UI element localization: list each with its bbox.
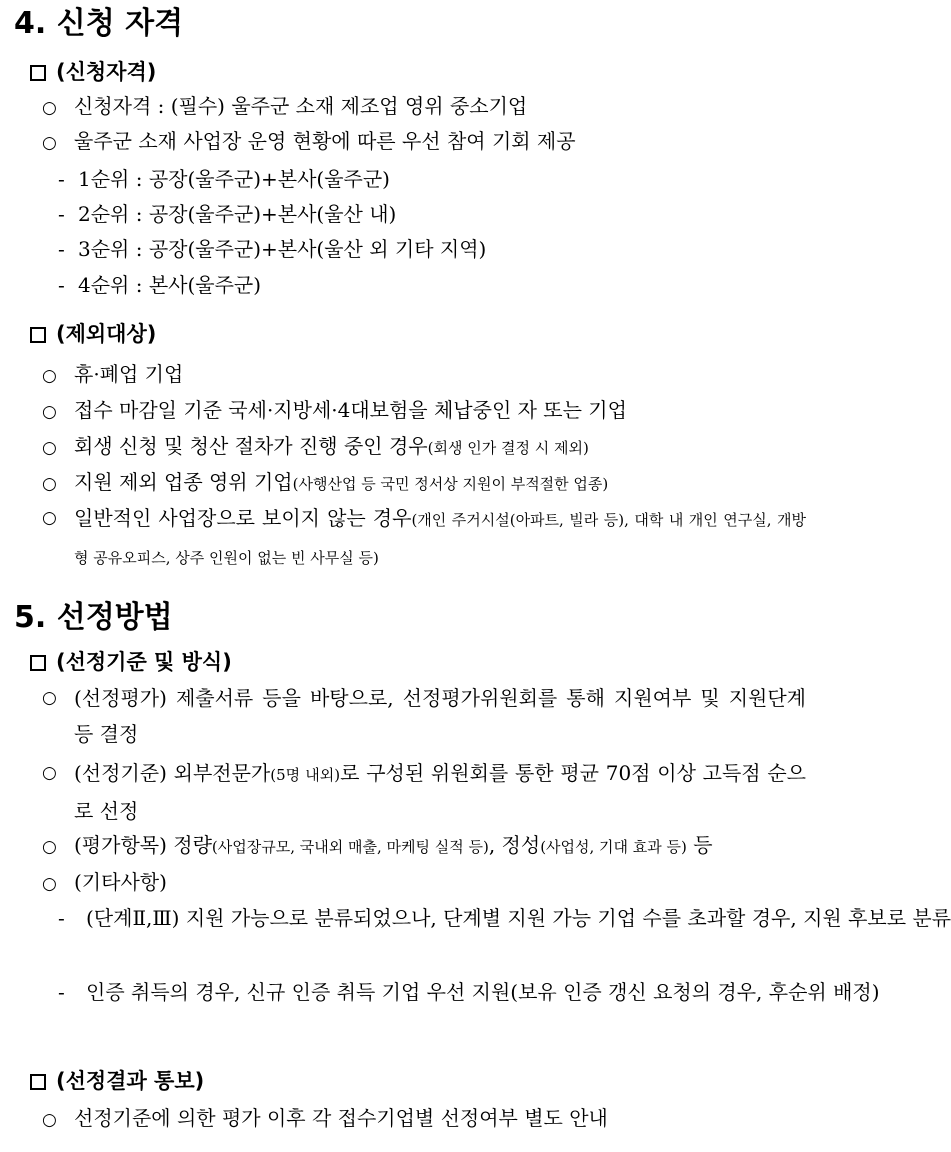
circle-bullet-icon: ○ — [42, 438, 57, 458]
list-item — [42, 1100, 806, 1138]
list-item — [42, 428, 806, 466]
dash-bullet-icon: - — [58, 237, 65, 261]
list-item-text: 울주군 소재 사업장 운영 현황에 따른 우선 참여 기회 제공 — [74, 129, 576, 153]
list-item — [42, 755, 806, 829]
circle-bullet-icon: ○ — [42, 366, 57, 386]
list-item-text: 로 구성된 위원회를 통한 평균 70점 이상 고득점 순으로 선정 — [74, 761, 806, 823]
section-4-title: 4. 신청 자격 — [14, 6, 184, 41]
list-item — [42, 88, 806, 126]
notice-heading — [30, 1067, 204, 1095]
exclusions-heading — [30, 320, 156, 348]
rank-item — [58, 231, 806, 267]
list-item-note: (사행산업 등 국민 정서상 지원이 부적절한 업종) — [292, 475, 609, 493]
list-item — [42, 864, 806, 902]
list-item-text: 지원 제외 업종 영위 기업 — [74, 470, 293, 494]
circle-bullet-icon: ○ — [42, 688, 57, 708]
circle-bullet-icon: ○ — [42, 1110, 57, 1130]
list-item — [42, 500, 806, 576]
rank-text: 1순위 : 공장(울주군)+본사(울주군) — [78, 167, 390, 191]
dash-bullet-icon: - — [58, 167, 65, 191]
dash-bullet-icon: - — [58, 906, 65, 930]
checkbox-square-icon — [30, 327, 46, 343]
list-item-text: (평가항목) 정량 — [74, 833, 212, 857]
list-item-text: (기타사항) — [74, 870, 167, 894]
list-item — [42, 680, 806, 752]
checkbox-square-icon — [30, 1074, 46, 1090]
dash-bullet-icon: - — [58, 273, 65, 297]
list-item-text: 접수 마감일 기준 국세·지방세·4대보험을 체납중인 자 또는 기업 — [74, 398, 627, 422]
rank-text: 2순위 : 공장(울주군)+본사(울산 내) — [78, 202, 397, 226]
rank-text: 4순위 : 본사(울주군) — [78, 273, 262, 297]
list-item-note: (5명 내외) — [270, 766, 341, 784]
list-item — [42, 464, 806, 502]
list-item-text: (선정평가) 제출서류 등을 바탕으로, 선정평가위원회를 통해 지원여부 및 지원단계 등 결정 — [74, 686, 806, 746]
list-item-text: 선정기준에 의한 평가 이후 각 접수기업별 선정여부 별도 안내 — [74, 1106, 608, 1130]
list-item — [42, 392, 806, 430]
list-item-text: , 정성 — [488, 833, 541, 857]
circle-bullet-icon: ○ — [42, 508, 57, 528]
rank-text: 3순위 : 공장(울주군)+본사(울산 외 기타 지역) — [78, 237, 487, 261]
rank-item — [58, 196, 806, 232]
sub-item-text: (단계Ⅱ,Ⅲ) 지원 가능으로 분류되었으나, 단계별 지원 가능 기업 수를 초과할 경우, 지원 후보로 분류 — [86, 906, 951, 930]
checkbox-square-icon — [30, 655, 46, 671]
list-item — [42, 356, 806, 394]
circle-bullet-icon: ○ — [42, 98, 57, 118]
list-item-text: (선정기준) 외부전문가 — [74, 761, 271, 785]
circle-bullet-icon: ○ — [42, 763, 57, 783]
eligibility-heading-text: (신청자격) — [56, 60, 157, 84]
list-item-note: (사업장규모, 국내외 매출, 마케팅 실적 등) — [211, 838, 489, 856]
list-item-text: 휴·폐업 기업 — [74, 362, 184, 386]
criteria-heading-text: (선정기준 및 방식) — [56, 650, 232, 674]
list-item-text: 신청자격 : (필수) 울주군 소재 제조업 영위 중소기업 — [74, 94, 528, 118]
circle-bullet-icon: ○ — [42, 874, 57, 894]
list-item — [42, 123, 806, 161]
list-item-note: (회생 인가 결정 시 제외) — [427, 439, 589, 457]
exclusions-heading-text: (제외대상) — [56, 322, 157, 346]
eligibility-heading — [30, 58, 156, 86]
circle-bullet-icon: ○ — [42, 474, 57, 494]
rank-item — [58, 267, 806, 303]
circle-bullet-icon: ○ — [42, 402, 57, 422]
circle-bullet-icon: ○ — [42, 133, 57, 153]
criteria-heading — [30, 648, 232, 676]
dash-bullet-icon: - — [58, 202, 65, 226]
list-item-text: 등 — [686, 833, 713, 857]
circle-bullet-icon: ○ — [42, 837, 57, 857]
list-item-text: 일반적인 사업장으로 보이지 않는 경우 — [74, 506, 412, 530]
list-item — [42, 827, 806, 865]
sub-item — [58, 974, 880, 1010]
rank-item — [58, 161, 806, 197]
section-5-title: 5. 선정방법 — [14, 600, 173, 635]
list-item-text: 회생 신청 및 청산 절차가 진행 중인 경우 — [74, 434, 428, 458]
sub-item — [58, 900, 951, 936]
checkbox-square-icon — [30, 65, 46, 81]
sub-item-text: 인증 취득의 경우, 신규 인증 취득 기업 우선 지원(보유 인증 갱신 요청의 경우, 후순위 배정) — [86, 980, 880, 1004]
dash-bullet-icon: - — [58, 980, 65, 1004]
notice-heading-text: (선정결과 통보) — [56, 1069, 205, 1093]
list-item-note: (사업성, 기대 효과 등) — [540, 838, 687, 856]
list-item-note: (개인 주거시설(아파트, 빌라 등), 대학 내 개인 연구실, 개방형 공유오피스, 상주 인원이 없는 빈 사무실 등) — [74, 511, 806, 567]
